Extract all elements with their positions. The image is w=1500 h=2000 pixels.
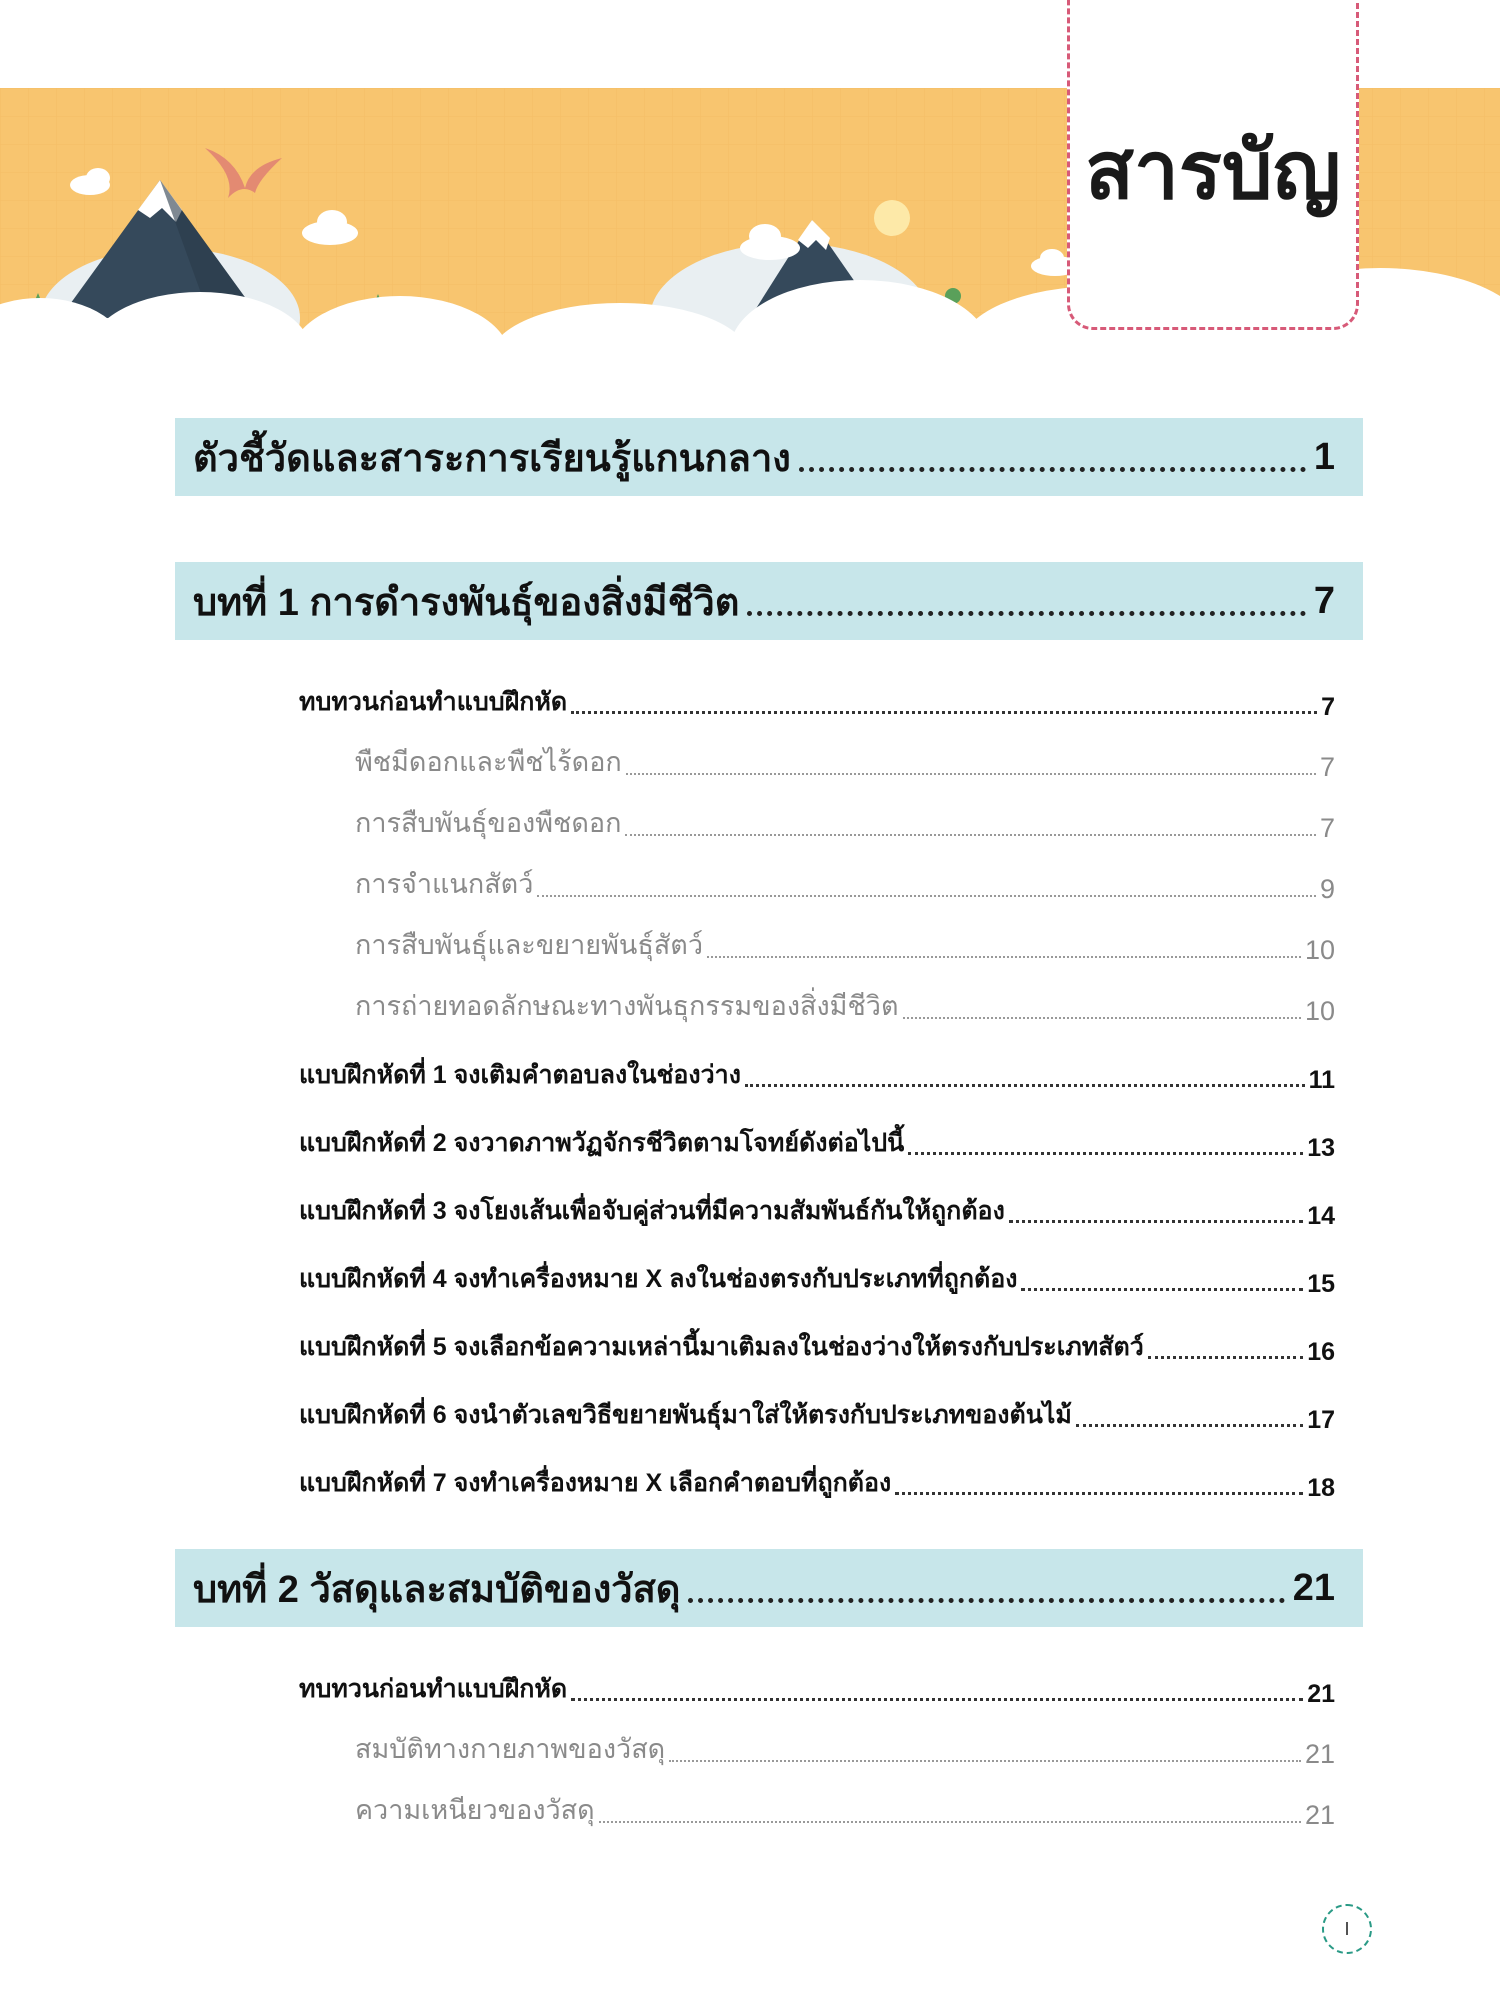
toc-entry-label: ความเหนียวของวัสดุ bbox=[355, 1795, 595, 1825]
toc-exercise[interactable] bbox=[299, 1095, 1335, 1163]
toc-chapter-page: 1 bbox=[1313, 435, 1335, 478]
dot-leader bbox=[908, 1152, 1303, 1155]
toc-entry-page: 17 bbox=[1307, 1406, 1335, 1434]
toc-section[interactable] bbox=[299, 662, 1335, 722]
table-of-contents bbox=[175, 418, 1363, 1831]
toc-entry-page: 13 bbox=[1307, 1134, 1335, 1162]
dot-leader bbox=[625, 834, 1316, 836]
toc-entry-page: 7 bbox=[1319, 813, 1335, 843]
dot-leader bbox=[537, 895, 1316, 897]
dot-leader bbox=[669, 1760, 1301, 1762]
toc-entry-page: 21 bbox=[1304, 1739, 1335, 1769]
toc-subsection[interactable] bbox=[355, 844, 1335, 905]
toc-entry-label: แบบฝึกหัดที่ 4 จงทำเครื่องหมาย X ลงในช่องตรงกับประเภทที่ถูกต้อง bbox=[299, 1265, 1018, 1293]
toc-chapter[interactable] bbox=[175, 1549, 1363, 1627]
toc-entry-page: 18 bbox=[1307, 1474, 1335, 1502]
toc-entry-page: 9 bbox=[1319, 874, 1335, 904]
toc-exercise[interactable] bbox=[299, 1367, 1335, 1435]
toc-entry-label: แบบฝึกหัดที่ 1 จงเติมคำตอบลงในช่องว่าง bbox=[299, 1061, 741, 1089]
toc-entry-label: การสืบพันธุ์และขยายพันธุ์สัตว์ bbox=[355, 930, 703, 960]
toc-subsection[interactable] bbox=[355, 1770, 1335, 1831]
toc-entry-page: 21 bbox=[1307, 1680, 1335, 1708]
dot-leader bbox=[799, 467, 1306, 472]
toc-entry-label: สมบัติทางกายภาพของวัสดุ bbox=[355, 1734, 666, 1764]
dot-leader bbox=[1009, 1220, 1303, 1223]
toc-entry-label: การจำแนกสัตว์ bbox=[355, 869, 534, 899]
toc-entry-page: 10 bbox=[1304, 996, 1335, 1026]
dot-leader bbox=[895, 1492, 1303, 1495]
toc-entry-label: แบบฝึกหัดที่ 3 จงโยงเส้นเพื่อจับคู่ส่วนที่มีความสัมพันธ์กันให้ถูกต้อง bbox=[299, 1197, 1005, 1225]
toc-exercise[interactable] bbox=[299, 1027, 1335, 1095]
toc-entry-label: การสืบพันธุ์ของพืชดอก bbox=[355, 808, 622, 838]
toc-exercise[interactable] bbox=[299, 1163, 1335, 1231]
toc-subsection[interactable] bbox=[355, 783, 1335, 844]
toc-exercise[interactable] bbox=[299, 1231, 1335, 1299]
dot-leader bbox=[1021, 1288, 1303, 1291]
toc-chapter-page: 7 bbox=[1313, 579, 1335, 622]
dot-leader bbox=[626, 773, 1316, 775]
title-tab bbox=[1067, 0, 1359, 330]
toc-subsection[interactable] bbox=[355, 905, 1335, 966]
page-number bbox=[1322, 1904, 1372, 1954]
page-number-label: I bbox=[1344, 1918, 1350, 1939]
toc-entry-label: แบบฝึกหัดที่ 7 จงทำเครื่องหมาย X เลือกคำตอบที่ถูกต้อง bbox=[299, 1469, 892, 1497]
toc-entry-page: 10 bbox=[1304, 935, 1335, 965]
toc-entry-label: การถ่ายทอดลักษณะทางพันธุกรรมของสิ่งมีชีวิต bbox=[355, 991, 899, 1021]
dot-leader bbox=[571, 1698, 1303, 1701]
toc-exercise[interactable] bbox=[299, 1435, 1335, 1503]
toc-entry-page: 7 bbox=[1321, 693, 1335, 721]
toc-chapter-label: ตัวชี้วัดและสาระการเรียนรู้แกนกลาง bbox=[193, 437, 791, 480]
toc-chapter[interactable] bbox=[175, 562, 1363, 640]
dot-leader bbox=[707, 956, 1301, 958]
dot-leader bbox=[1076, 1424, 1303, 1427]
dot-leader bbox=[571, 711, 1317, 714]
page-title: สารบัญ bbox=[1085, 126, 1341, 215]
toc-entry-page: 11 bbox=[1308, 1066, 1335, 1094]
toc-chapter-page: 21 bbox=[1292, 1566, 1335, 1609]
toc-entry-page: 21 bbox=[1304, 1800, 1335, 1830]
toc-entry-label: แบบฝึกหัดที่ 5 จงเลือกข้อความเหล่านี้มาเติมลงในช่องว่างให้ตรงกับประเภทสัตว์ bbox=[299, 1333, 1144, 1361]
dot-leader bbox=[1148, 1356, 1303, 1359]
toc-entry-label: ทบทวนก่อนทำแบบฝึกหัด bbox=[299, 1675, 568, 1703]
toc-entry-label: แบบฝึกหัดที่ 6 จงนำตัวเลขวิธีขยายพันธุ์มาใส่ให้ตรงกับประเภทของต้นไม้ bbox=[299, 1401, 1072, 1429]
toc-subsection[interactable] bbox=[355, 966, 1335, 1027]
toc-entry-page: 7 bbox=[1319, 752, 1335, 782]
dot-leader bbox=[688, 1598, 1284, 1603]
toc-chapter-label: บทที่ 2 วัสดุและสมบัติของวัสดุ bbox=[193, 1568, 681, 1611]
dot-leader bbox=[745, 1084, 1305, 1087]
toc-chapter[interactable] bbox=[175, 418, 1363, 496]
dot-leader bbox=[903, 1017, 1301, 1019]
dot-leader bbox=[599, 1821, 1301, 1823]
toc-entry-page: 15 bbox=[1307, 1270, 1335, 1298]
toc-entry-label: แบบฝึกหัดที่ 2 จงวาดภาพวัฏจักรชีวิตตามโจทย์ดังต่อไปนี้ bbox=[299, 1129, 905, 1157]
dot-leader bbox=[747, 611, 1305, 616]
toc-entry-label: พืชมีดอกและพืชไร้ดอก bbox=[355, 747, 622, 777]
toc-entry-page: 14 bbox=[1307, 1202, 1335, 1230]
toc-entry-label: ทบทวนก่อนทำแบบฝึกหัด bbox=[299, 688, 568, 716]
toc-subsection[interactable] bbox=[355, 722, 1335, 783]
toc-chapter-label: บทที่ 1 การดำรงพันธุ์ของสิ่งมีชีวิต bbox=[193, 581, 740, 624]
toc-subsection[interactable] bbox=[355, 1709, 1335, 1770]
toc-entry-page: 16 bbox=[1307, 1338, 1335, 1366]
toc-section[interactable] bbox=[299, 1649, 1335, 1709]
toc-exercise[interactable] bbox=[299, 1299, 1335, 1367]
